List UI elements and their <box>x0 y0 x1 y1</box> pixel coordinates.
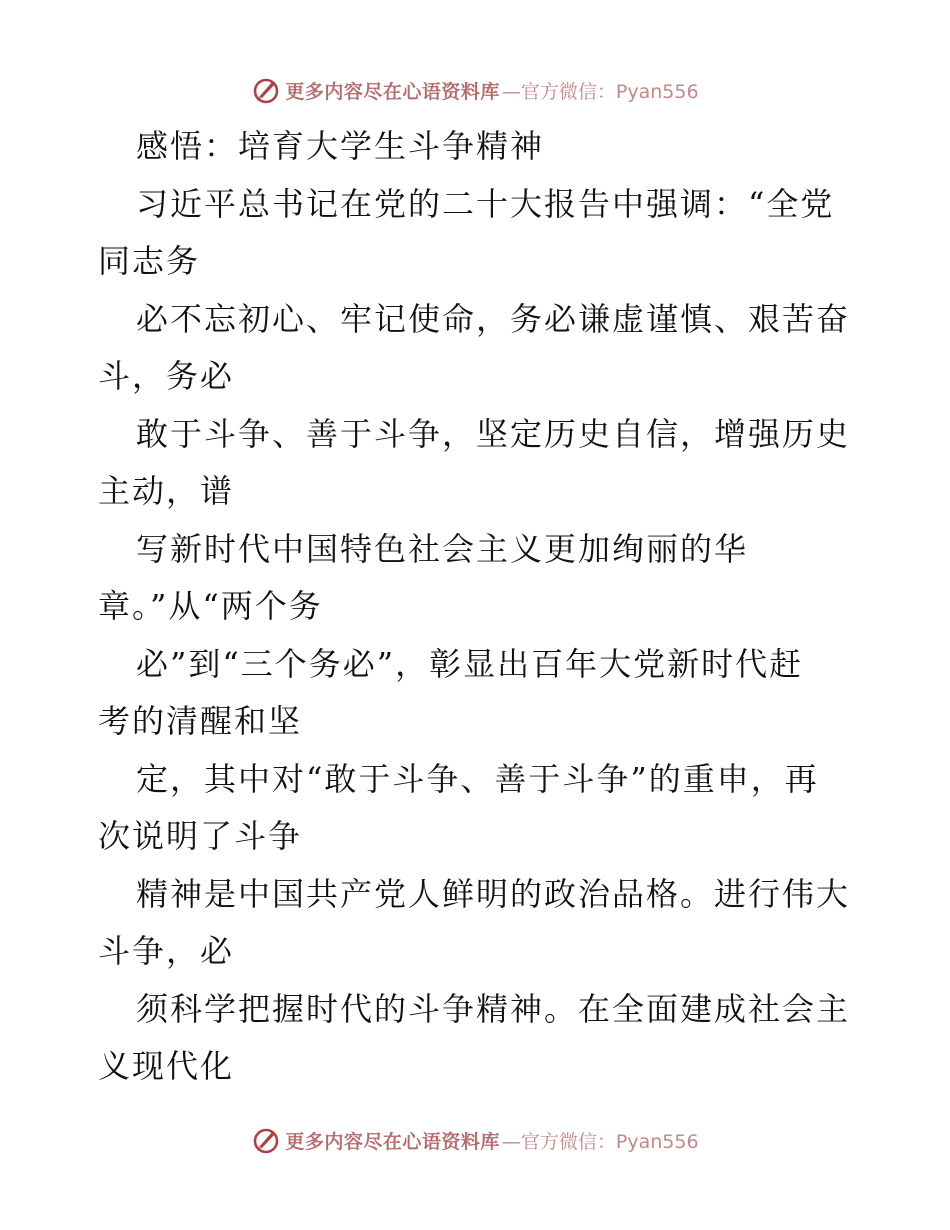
paragraph-line: 习近平总书记在党的二十大报告中强调：“全党 <box>136 184 835 223</box>
paragraph-line: 敢于斗争、善于斗争，坚定历史自信，增强历史 <box>136 414 851 453</box>
paragraph-line: 义现代化 <box>98 1047 235 1085</box>
footer-watermark <box>0 1120 950 1160</box>
paragraph-line: 必”到“三个务必”，彰显出百年大党新时代赶 <box>136 644 804 683</box>
heading-line: 感悟：培育大学生斗争精神 <box>136 127 545 165</box>
paragraph-line: 考的清醒和坚 <box>98 702 303 740</box>
paragraph-line: 同志务 <box>98 242 201 280</box>
paragraph-line: 精神是中国共产党人鲜明的政治品格。进行伟大 <box>136 874 851 913</box>
header-watermark <box>0 70 950 110</box>
document-body <box>98 118 858 1096</box>
watermark-text: 更多内容尽在心语资料库 <box>285 80 500 103</box>
paragraph-line: 写新时代中国特色社会主义更加绚丽的华 <box>136 529 749 568</box>
watermark-suffix: —官方微信：Pyan556 <box>501 1130 699 1153</box>
watermark-suffix: —官方微信：Pyan556 <box>501 80 699 103</box>
watermark-text: 更多内容尽在心语资料库 <box>285 1130 500 1153</box>
paragraph-line: 须科学把握时代的斗争精神。在全面建成社会主 <box>136 989 851 1028</box>
quill-logo-icon <box>251 1125 281 1155</box>
quill-logo-icon <box>251 75 281 105</box>
paragraph-line: 斗，务必 <box>98 357 235 395</box>
paragraph-line: 次说明了斗争 <box>98 817 303 855</box>
paragraph-line: 章。”从“两个务 <box>98 587 323 625</box>
paragraph-line: 主动，谱 <box>98 472 235 510</box>
paragraph-line: 斗争，必 <box>98 932 235 970</box>
paragraph-line: 必不忘初心、牢记使命，务必谦虚谨慎、艰苦奋 <box>136 299 851 338</box>
paragraph-line: 定，其中对“敢于斗争、善于斗争”的重申，再 <box>136 759 819 798</box>
